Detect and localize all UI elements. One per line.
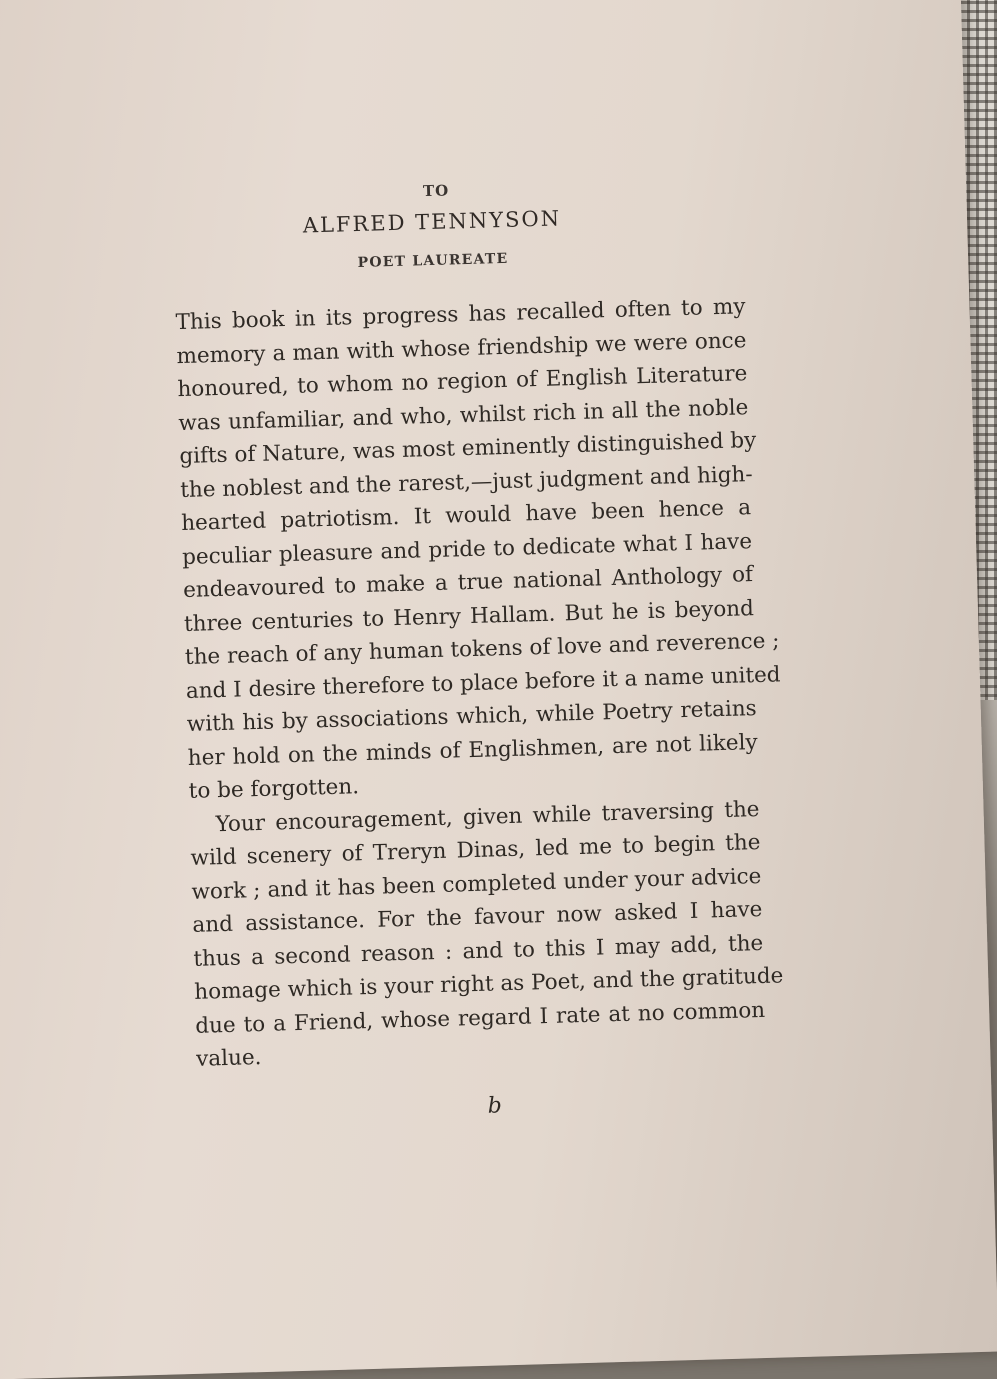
text-line: due to a Friend, whose regard I rate at no common [194, 997, 766, 1039]
text-line: her hold on the minds of Englishmen, are not likely [187, 729, 758, 771]
text-line: This book in its progress has recalled often to my [175, 294, 746, 336]
text-line: with his by associations which, while Poetry retains [186, 696, 758, 737]
text-line: hearted patriotism. It would have been hence a [180, 495, 752, 537]
dedication-name: ALFRED TENNYSON [302, 206, 562, 238]
text-line: thus a second reason : and to this I may add, the [193, 930, 764, 972]
text-line: honoured, to whom no region of English Literature [177, 361, 748, 403]
text-line: three centuries to Henry Hallam. But he is beyond [183, 595, 755, 637]
text-line: peculiar pleasure and pride to dedicate what I have [181, 528, 753, 570]
text-line: homage which is your right as Poet, and the gratitude [194, 963, 784, 1005]
text-line: gifts of Nature, was most eminently distinguished by [179, 427, 757, 470]
dedication-to: TO [422, 181, 450, 201]
text-line: memory a man with whose friendship we were once [176, 327, 747, 369]
text-line: work ; and it has been completed under your advice [191, 863, 762, 905]
text-line: Your encouragement, given while traversing the [215, 796, 760, 837]
text-line: the noblest and the rarest,—just judgment and high- [179, 461, 753, 503]
text-line: to be forgotten. [188, 774, 360, 804]
text-line: endeavoured to make a true national Anthology of [182, 562, 754, 604]
dedication-title: POET LAUREATE [357, 250, 509, 272]
text-line: and I desire therefore to place before it a name united [185, 661, 781, 704]
text-line: and assistance. For the favour now asked I have [192, 896, 763, 938]
text-line: the reach of any human tokens of love and reverence ; [184, 628, 780, 670]
dedication-body [175, 290, 784, 1076]
text-line: was unfamiliar, and who, whilst rich in all the noble [178, 394, 749, 436]
paragraph-2 [189, 793, 784, 1077]
paragraph-1 [175, 290, 781, 808]
signature-mark: b [487, 1093, 503, 1119]
text-line: wild scenery of Treryn Dinas, led me to begin the [190, 829, 761, 871]
text-line: value. [195, 1045, 262, 1072]
